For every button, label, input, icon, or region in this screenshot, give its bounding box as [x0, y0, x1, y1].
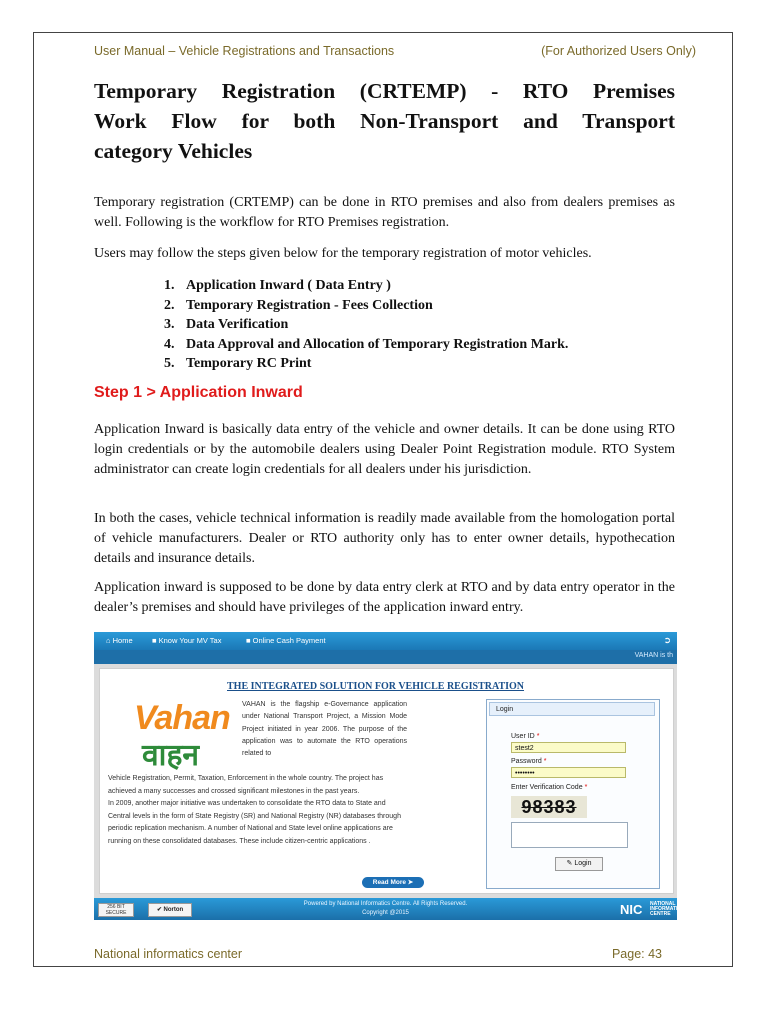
footer-page-number: Page: 43 — [611, 947, 662, 961]
screenshot-content — [99, 668, 674, 894]
screenshot-navbar — [94, 632, 677, 650]
page-title — [94, 76, 675, 166]
copyright-text: Copyright @2015 — [362, 910, 409, 916]
title-line-3: category Vehicles — [94, 139, 253, 163]
powered-by-text: Powered by National Informatics Centre. All Rights Reserved. — [303, 901, 468, 907]
inward-paragraph-1: Application Inward is basically data entry of the vehicle and owner details. It can be done using RTO login credentials or by the automobile dealers using Dealer Point Registration module. RTO System administrator can create login credentials for all dealers under his jurisdiction. — [94, 422, 675, 477]
verification-code-input[interactable] — [511, 822, 628, 848]
step-item: 5. Temporary RC Print — [164, 356, 312, 371]
norton-badge: ✔ Norton — [148, 903, 192, 917]
nav-know-mv-tax[interactable]: ■ Know Your MV Tax — [152, 636, 222, 645]
verification-label: Enter Verification Code * — [511, 784, 588, 791]
read-more-button[interactable]: Read More ➤ — [362, 877, 424, 888]
user-id-input[interactable]: stest2 — [511, 742, 626, 753]
steps-list — [164, 276, 568, 374]
vahan-screenshot — [94, 632, 685, 920]
header-left: User Manual – Vehicle Registrations and Transactions — [94, 44, 395, 58]
step-item: 3. Data Verification — [164, 317, 289, 332]
user-id-label: User ID * — [511, 733, 540, 740]
nic-logo: NIC — [620, 902, 643, 917]
footer-left: National informatics center — [94, 947, 242, 961]
ssl-badge: 256 BIT SECURE — [98, 903, 134, 917]
captcha-image: 98383 — [511, 796, 587, 818]
inward-paragraph-3: Application inward is supposed to be done by data entry clerk at RTO and by data entry operator in the dealer’s premises and should have privileges of the application inward entry. — [94, 580, 675, 615]
login-button[interactable]: ✎ Login — [555, 857, 603, 871]
integrated-title: THE INTEGRATED SOLUTION FOR VEHICLE REGISTRATION — [227, 681, 525, 692]
login-panel — [486, 699, 660, 889]
title-line-1: Temporary Registration (CRTEMP) - RTO Premises — [94, 79, 675, 103]
title-line-2: Work Flow for both Non-Transport and Transport — [94, 109, 675, 133]
step-item: 1. Application Inward ( Data Entry ) — [164, 278, 391, 293]
vahan-logo: Vahan — [134, 699, 230, 737]
description-right: VAHAN is the flagship e-Governance application under National Transport Project, a Mission Mode Project initiated in year 2006. The purpose of the application was to automate the RTO operations related to — [242, 701, 407, 758]
description-full: Vehicle Registration, Permit, Taxation, Enforcement in the whole country. The project has achieved a many successes and crossed significant milestones in the past years. In 2009, another major initiative was undertaken to consolidate the RTO data to State and Central levels in the form of State Registry (SR) and National Registry (NR) databases through periodic replication mechanism. A number of National and State level online applications are running on these consolidated databases. These include citizen-centric applications . — [108, 775, 401, 845]
login-heading: Login — [489, 702, 655, 716]
step-item: 2. Temporary Registration - Fees Collection — [164, 297, 433, 313]
intro-paragraph: Temporary registration (CRTEMP) can be done in RTO premises and also from dealers premises as well. Following is the workflow for RTO Premises registration. — [94, 195, 675, 230]
nic-logo-subtitle: NATIONAL INFORMATICS CENTRE — [650, 901, 685, 917]
follow-paragraph: Users may follow the steps given below for the temporary registration of motor vehicles. — [94, 246, 592, 261]
header-right: (For Authorized Users Only) — [541, 44, 696, 58]
nav-online-cash-payment[interactable]: ■ Online Cash Payment — [246, 636, 326, 645]
screenshot-subbar — [94, 650, 677, 664]
nav-home[interactable]: ⌂ Home — [106, 636, 133, 645]
inward-paragraph-2: In both the cases, vehicle technical information is readily made available from the homologation portal of vehicle manufacturers. Dealer or RTO authority only has to enter owner details, hypothecation details and insurance details. — [94, 511, 675, 566]
password-label: Password * — [511, 758, 547, 765]
password-input[interactable]: •••••••• — [511, 767, 626, 778]
step-heading: Step 1 > Application Inward — [94, 384, 303, 401]
screenshot-footer — [94, 898, 685, 920]
marquee-text: VAHAN is th — [634, 652, 673, 659]
step-item: 4. Data Approval and Allocation of Temporary Registration Mark. — [164, 336, 569, 352]
vahan-logo-hindi: वाहन — [142, 739, 200, 772]
logout-icon[interactable]: ➲ — [663, 635, 671, 645]
